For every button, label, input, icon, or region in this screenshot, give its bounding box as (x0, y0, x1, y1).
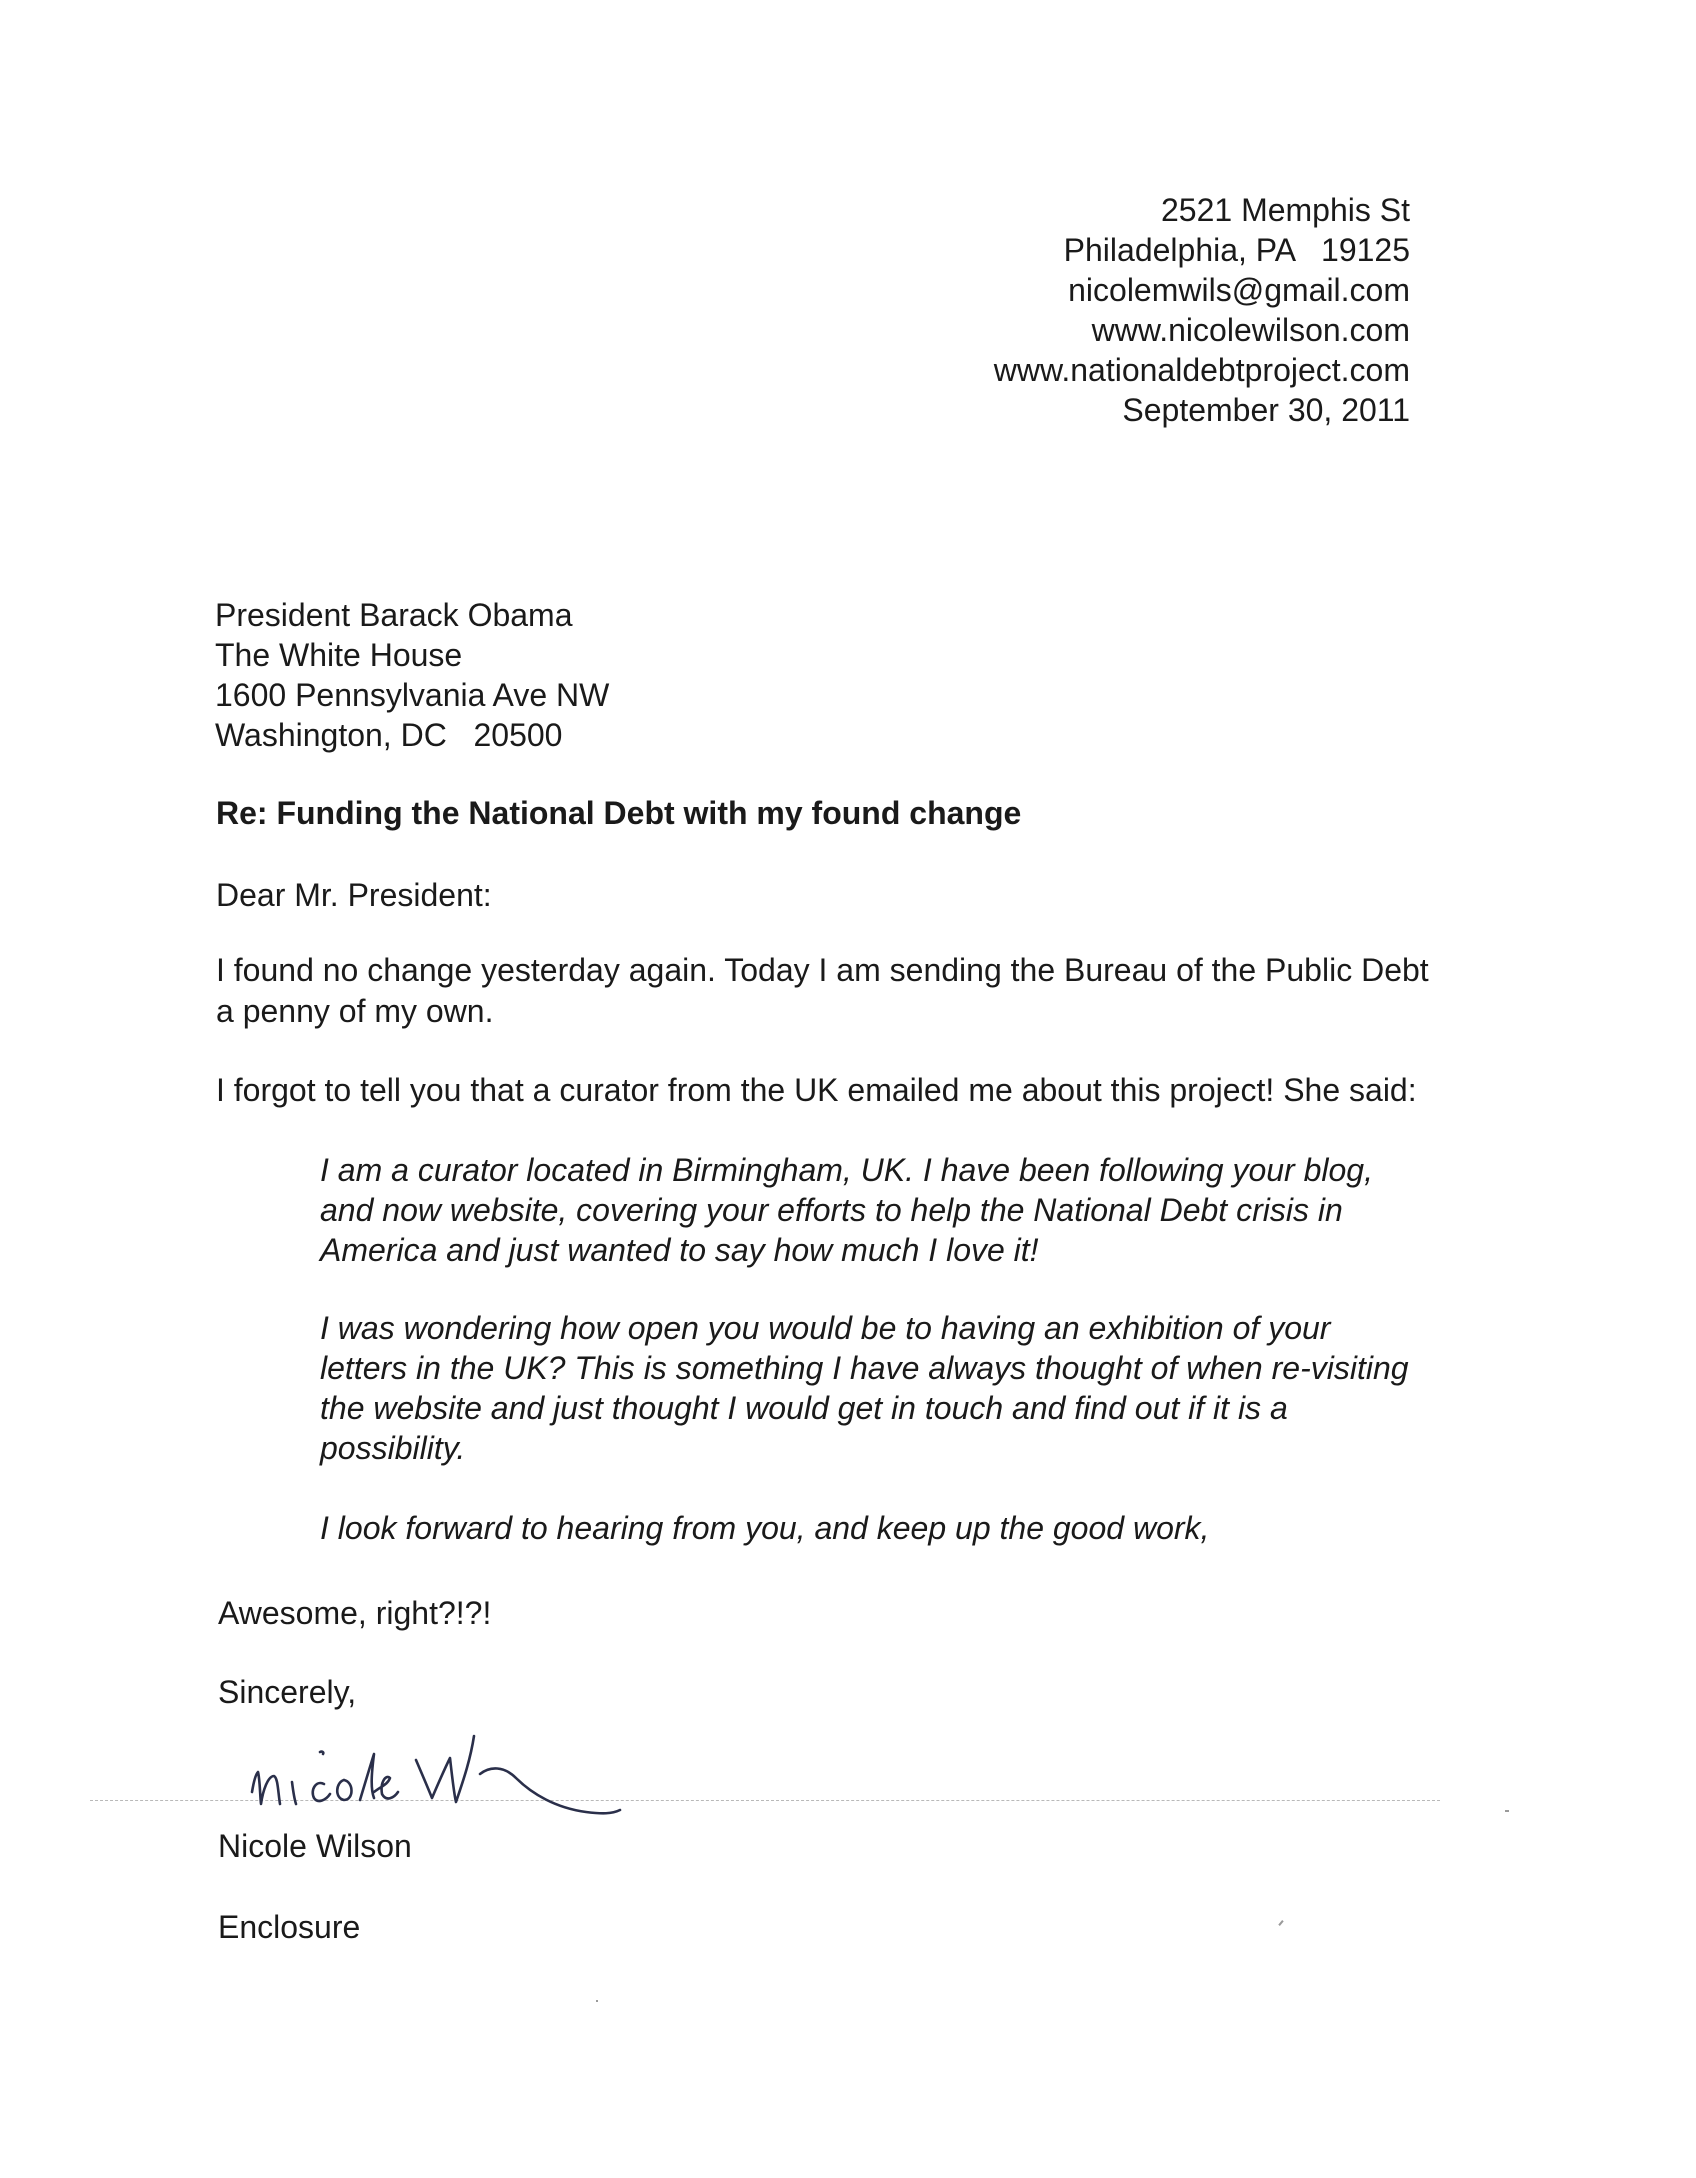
sender-website-1: www.nicolewilson.com (1091, 312, 1410, 348)
sender-street: 2521 Memphis St (1160, 192, 1410, 228)
body-paragraph-2: I forgot to tell you that a curator from the UK emailed me about this project! She said: (216, 1072, 1417, 1108)
signer-name: Nicole Wilson (218, 1828, 412, 1864)
body-paragraph-1: I found no change yesterday again. Today I am sending the Bureau of the Public Debt a penny of my own. (216, 952, 1429, 1029)
recipient-org: The White House (215, 637, 463, 673)
scan-speck (1278, 1920, 1283, 1926)
closing: Sincerely, (218, 1674, 357, 1710)
sender-city-state-zip: Philadelphia, PA 19125 (1063, 232, 1410, 268)
quote-paragraph-2: I was wondering how open you would be to having an exhibition of your letters in the UK? This is something I have always thought of when re-visiting the website and just thought I would get in touch and find out if it is a possibility. (320, 1310, 1409, 1466)
salutation: Dear Mr. President: (216, 877, 492, 913)
quote-paragraph-3: I look forward to hearing from you, and keep up the good work, (320, 1510, 1210, 1546)
scan-speck (596, 2000, 598, 2002)
enclosure-note: Enclosure (218, 1909, 361, 1945)
subject-line: Re: Funding the National Debt with my found change (216, 795, 1022, 831)
recipient-name: President Barack Obama (215, 597, 573, 633)
quote-paragraph-1: I am a curator located in Birmingham, UK. I have been following your blog, and now website, covering your efforts to help the National Debt crisis in America and just wanted to say how much I love it! (320, 1152, 1373, 1268)
recipient-city-state-zip: Washington, DC 20500 (215, 717, 563, 753)
body-paragraph-3: Awesome, right?!?! (218, 1595, 492, 1631)
letter-date: September 30, 2011 (1122, 392, 1410, 428)
sender-website-2: www.nationaldebtproject.com (993, 352, 1410, 388)
handwritten-signature (240, 1700, 740, 1840)
recipient-street: 1600 Pennsylvania Ave NW (215, 677, 610, 713)
scan-speck (1505, 1810, 1509, 1812)
sender-email: nicolemwils@gmail.com (1068, 272, 1410, 308)
